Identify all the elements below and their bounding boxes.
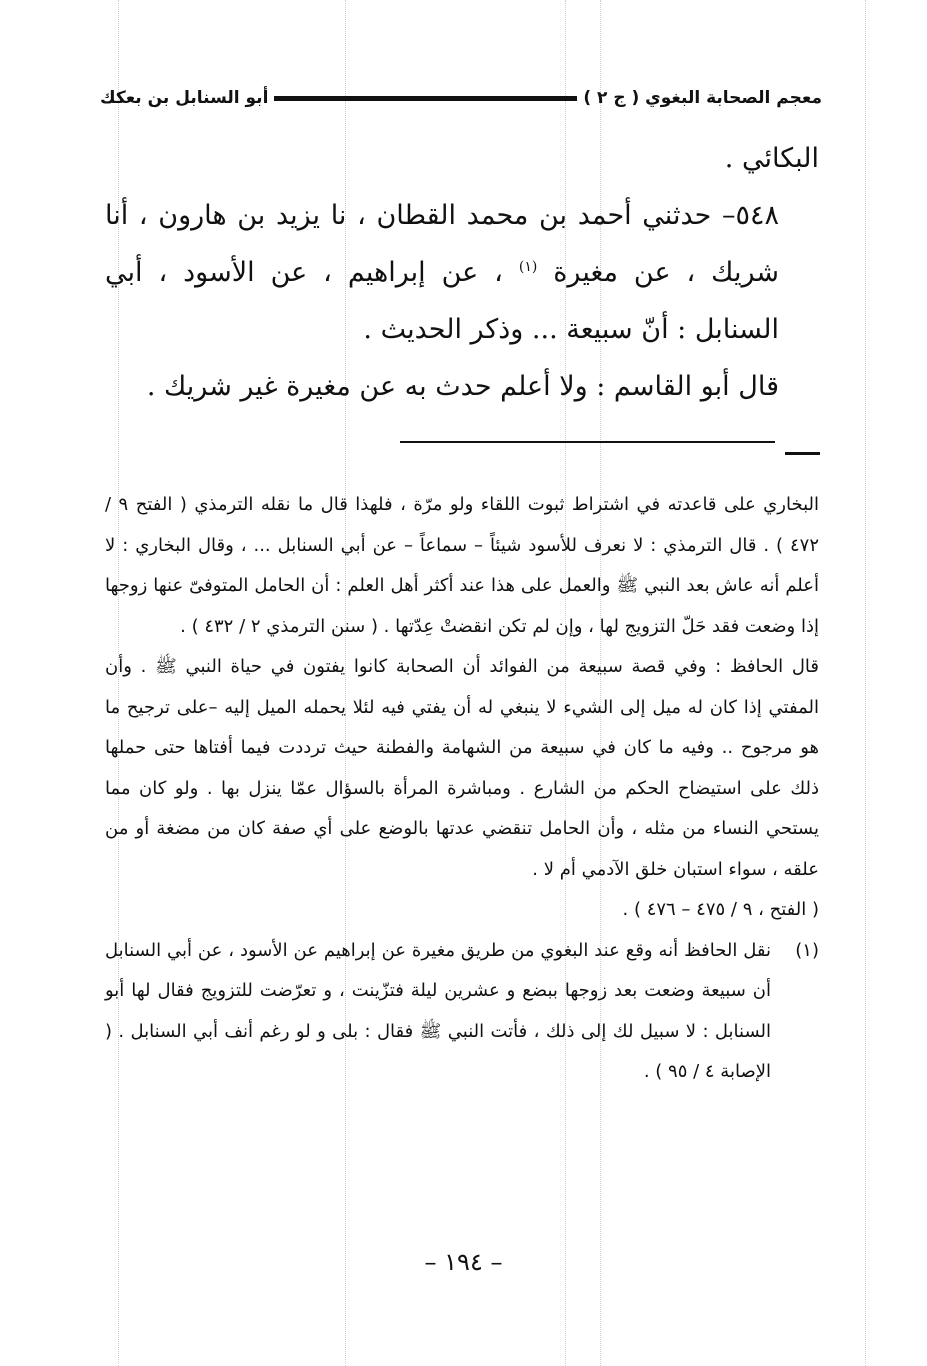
main-line: البكائي .	[724, 143, 819, 174]
footnote-citation: ( الفتح ، ٩ / ٤٧٥ – ٤٧٦ ) .	[622, 899, 819, 920]
footnote-dash	[785, 452, 820, 455]
footnote-number: (١)	[795, 939, 819, 961]
scan-guide	[865, 0, 866, 1366]
main-text	[105, 130, 819, 415]
footnotes	[105, 485, 819, 1093]
chapter-title: أبو السنابل بن بعكك	[100, 88, 269, 108]
header-rule	[274, 96, 577, 101]
footnote-reference[interactable]: (١)	[518, 259, 538, 275]
footnote-separator	[400, 441, 775, 443]
footnote-1	[105, 931, 819, 1093]
comment-paragraph: قال أبو القاسم : ولا أعلم حدث به عن مغيرة غير شريك .	[146, 371, 779, 402]
hadith-text: ٥٤٨– حدثني أحمد بن محمد القطان ، نا يزيد بن هارون ، أنا شريك ، عن مغيرة	[105, 200, 779, 288]
running-header	[100, 78, 822, 118]
hadith-paragraph	[105, 187, 819, 358]
footnote-text: نقل الحافظ أنه وقع عند البغوي من طريق مغيرة عن إبراهيم عن الأسود ، عن أبي السنابل أن سبيعة وضعت بعد زوجها ببضع و عشرين ليلة فتزّينت ، و تعرّضت للتزويج فقال لها أبو السنابل : لا سبيل لك إلى ذلك ، فأتت النبي ﷺ فقال : بلى و لو رغم أنف أبي السنابل . ( الإصابة ٤ / ٩٥ ) .	[105, 939, 771, 1082]
book-title: معجم الصحابة البغوي ( ج ٢ )	[583, 88, 822, 108]
footnote-paragraph: قال الحافظ : وفي قصة سبيعة من الفوائد أن الصحابة كانوا يفتون في حياة النبي ﷺ . وأن المفتي إذا كان له ميل إلى الشيء لا ينبغي له أن يفتي فيه لئلا يحمله الميل إليه –على ترجيح ما هو مرجوح .. وفيه ما كان في سبيعة من الشهامة والفطنة حيث ترددت فيما أفتاها حتى حملها ذلك على استيضاح الحكم من الشارع . ومباشرة المرأة بالسؤال عمّا ينزل بها . ولو كان مما يستحي النساء من مثله ، وأن الحامل تنقضي عدتها بالوضع على أي صفة كان من مضغة أو من علقه ، سواء استبان خلق الآدمي أم لا .	[105, 656, 819, 880]
page-number: – ١٩٤ –	[424, 1248, 503, 1276]
hadith-text-cont: ، عن إبراهيم ، عن الأسود ، أبي السنابل : أنّ سبيعة ... وذكر الحديث .	[105, 257, 779, 345]
footnote-continuation: البخاري على قاعدته في اشتراط ثبوت اللقاء ولو مرّة ، فلهذا قال ما نقله الترمذي ( الفتح ٩ / ٤٧٢ ) . قال الترمذي : لا نعرف للأسود شيئاً – سماعاً – عن أبي السنابل ... ، وقال البخاري : لا أعلم أنه عاش بعد النبي ﷺ والعمل على هذا عند أكثر أهل العلم : أن الحامل المتوفىّ عنها زوجها إذا وضعت فقد حَلّ التزويج لها ، وإن لم تكن انقضتْ عِدّتها . ( سنن الترمذي ٢ / ٤٣٢ ) .	[105, 494, 819, 637]
